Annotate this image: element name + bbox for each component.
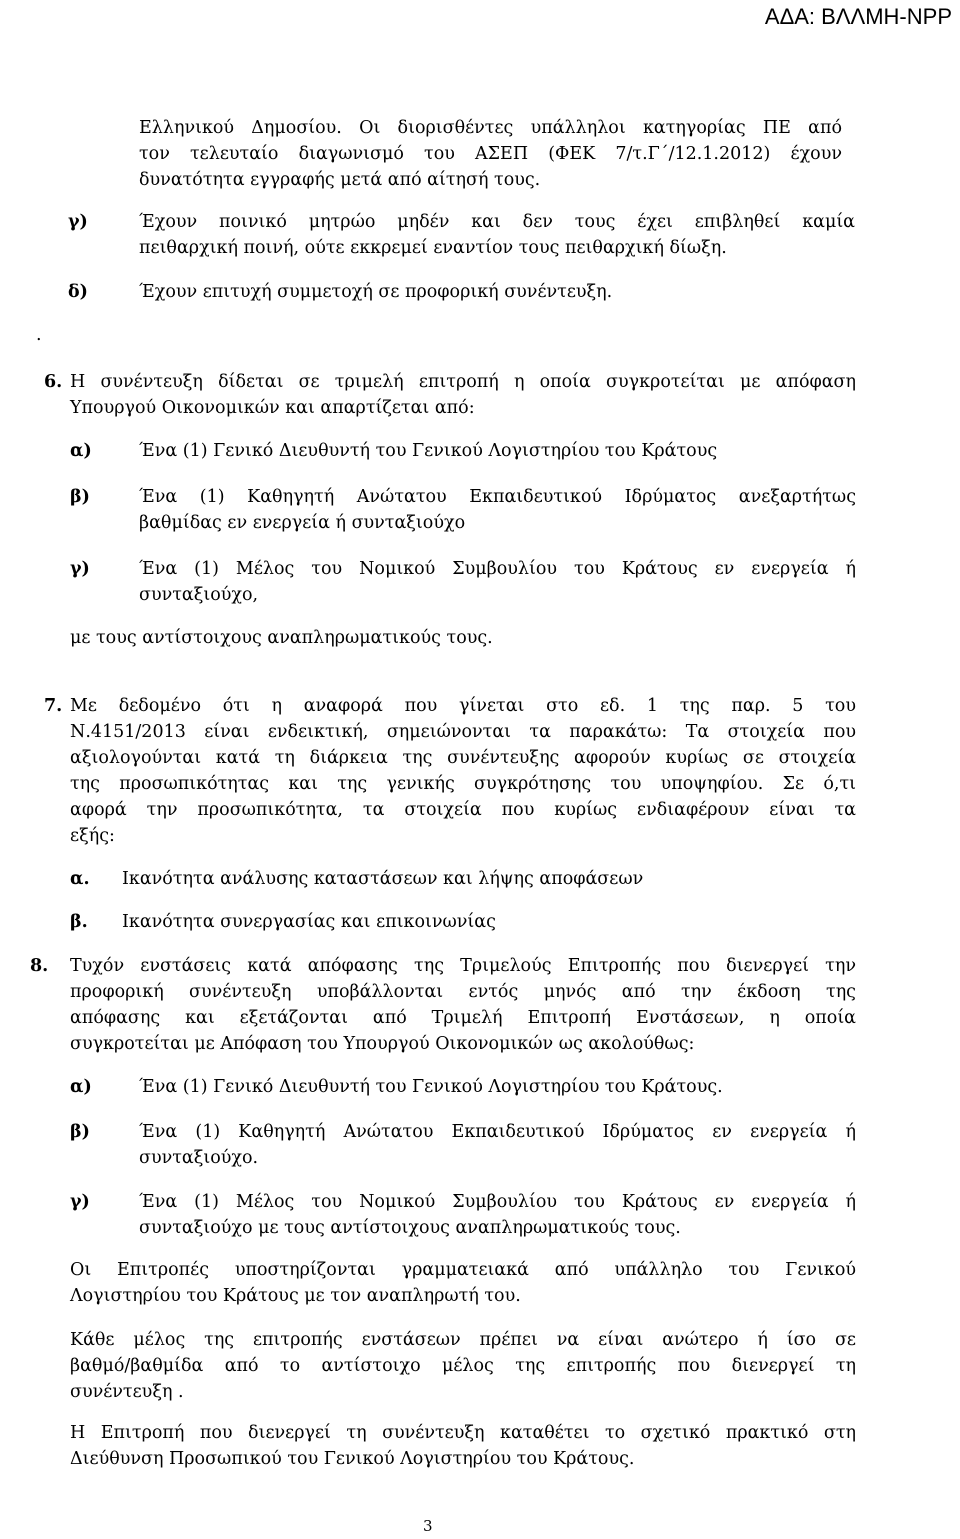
item-label: α. — [70, 869, 90, 889]
section-6-line-2: Υπουργού Οικονομικών και απαρτίζεται από: — [70, 398, 475, 418]
paragraph-line: Κάθε μέλος της επιτροπής ενστάσεων πρέπει να είναι ανώτερο ή ίσο σε — [70, 1330, 856, 1350]
top-para-line-1: Ελληνικού Δημοσίου. Οι διορισθέντες υπάλληλοι κατηγορίας ΠΕ από — [139, 118, 842, 138]
item-label: β) — [70, 1122, 90, 1142]
item-label: α) — [70, 1077, 92, 1097]
item-text-line: Ένα (1) Μέλος του Νομικού Συμβουλίου του Κράτους εν ενεργεία ή — [139, 559, 856, 579]
item-text-line: Ένα (1) Καθηγητή Ανώτατου Εκπαιδευτικού Ιδρύματος εν ενεργεία ή — [139, 1122, 856, 1142]
item-label: γ) — [70, 1192, 90, 1212]
paragraph-line: βαθμό/βαθμίδα από το αντίστοιχο μέλος της επιτροπής που διενεργεί τη — [70, 1356, 856, 1376]
item-label: β. — [70, 912, 88, 932]
ada-code: ΑΔΑ: ΒΛΛΜΗ-ΝΡΡ — [764, 4, 952, 29]
stray-dot: . — [36, 325, 42, 345]
section-number: 6. — [44, 372, 63, 392]
item-label: α) — [70, 441, 92, 461]
paragraph-line: Διεύθυνση Προσωπικού του Γενικού Λογιστηρίου του Κράτους. — [70, 1449, 635, 1469]
section-7-line: Ν.4151/2013 είναι ενδεικτική, σημειώνονται τα παρακάτω: Τα στοιχεία που — [70, 722, 856, 742]
item-text-line: συνταξιούχο, — [139, 585, 259, 605]
item-text-line: Ικανότητα ανάλυσης καταστάσεων και λήψης αποφάσεων — [122, 869, 644, 889]
item-text-line: Ένα (1) Μέλος του Νομικού Συμβουλίου του Κράτους εν ενεργεία ή — [139, 1192, 856, 1212]
item-label: β) — [70, 487, 90, 507]
section-6-closing: με τους αντίστοιχους αναπληρωματικούς τους. — [70, 628, 493, 648]
item-text-line: Έχουν επιτυχή συμμετοχή σε προφορική συνέντευξη. — [139, 282, 613, 302]
item-label: γ) — [68, 212, 88, 232]
section-7-line: εξής: — [70, 826, 115, 846]
item-text-line: Ικανότητα συνεργασίας και επικοινωνίας — [122, 912, 496, 932]
section-8-line: προφορική συνέντευξη υποβάλλονται εντός μηνός από την έκδοση της — [70, 982, 856, 1002]
top-para-line-2: τον τελευταίο διαγωνισμό του ΑΣΕΠ (ΦΕΚ 7/τ.Γ΄/12.1.2012) έχουν — [139, 144, 842, 164]
item-text-line: Έχουν ποινικό μητρώο μηδέν και δεν τους έχει επιβληθεί καμία — [139, 212, 855, 232]
item-text-line: πειθαρχική ποινή, ούτε εκκρεμεί εναντίον τους πειθαρχική δίωξη. — [139, 238, 727, 258]
item-text-line: συνταξιούχο. — [139, 1148, 259, 1168]
item-label: δ) — [68, 282, 88, 302]
section-7-line: της προσωπικότητας και της γενικής συγκρότησης του υποψηφίου. Σε ό,τι — [70, 774, 856, 794]
section-7-line: αξιολογούνται κατά τη διάρκεια της συνέντευξης αφορούν κυρίως σε στοιχεία — [70, 748, 856, 768]
section-7-line: Με δεδομένο ότι η αναφορά που γίνεται στο εδ. 1 της παρ. 5 του — [70, 696, 856, 716]
paragraph-line: Οι Επιτροπές υποστηρίζονται γραμματειακά από υπάλληλο του Γενικού — [70, 1260, 856, 1280]
item-text-line: Ένα (1) Γενικό Διευθυντή του Γενικού Λογιστηρίου του Κράτους — [139, 441, 718, 461]
section-7-line: αφορά την προσωπικότητα, τα στοιχεία που κυρίως ενδιαφέρουν είναι τα — [70, 800, 856, 820]
page-number: 3 — [423, 1517, 433, 1535]
top-para-line-3: δυνατότητα εγγραφής μετά από αίτησή τους. — [139, 170, 541, 190]
paragraph-line: Η Επιτροπή που διενεργεί τη συνέντευξη καταθέτει το σχετικό πρακτικό στη — [70, 1423, 856, 1443]
item-text-line: συνταξιούχο με τους αντίστοιχους αναπληρωματικούς τους. — [139, 1218, 681, 1238]
item-text-line: βαθμίδας εν ενεργεία ή συνταξιούχο — [139, 513, 466, 533]
paragraph-line: συνέντευξη . — [70, 1382, 184, 1402]
section-number: 8. — [30, 956, 49, 976]
item-text-line: Ένα (1) Καθηγητή Ανώτατου Εκπαιδευτικού Ιδρύματος ανεξαρτήτως — [139, 487, 856, 507]
paragraph-line: Λογιστηρίου του Κράτους με τον αναπληρωτή του. — [70, 1286, 521, 1306]
section-6-line-1: Η συνέντευξη δίδεται σε τριμελή επιτροπή η οποία συγκροτείται με απόφαση — [70, 372, 856, 392]
section-8-line: συγκροτείται με Απόφαση του Υπουργού Οικονομικών ως ακολούθως: — [70, 1034, 695, 1054]
item-label: γ) — [70, 559, 90, 579]
section-number: 7. — [44, 696, 63, 716]
item-text-line: Ένα (1) Γενικό Διευθυντή του Γενικού Λογιστηρίου του Κράτους. — [139, 1077, 723, 1097]
section-8-line: Τυχόν ενστάσεις κατά απόφασης της Τριμελούς Επιτροπής που διενεργεί την — [70, 956, 856, 976]
section-8-line: απόφασης και εξετάζονται από Τριμελή Επιτροπή Ενστάσεων, η οποία — [70, 1008, 856, 1028]
